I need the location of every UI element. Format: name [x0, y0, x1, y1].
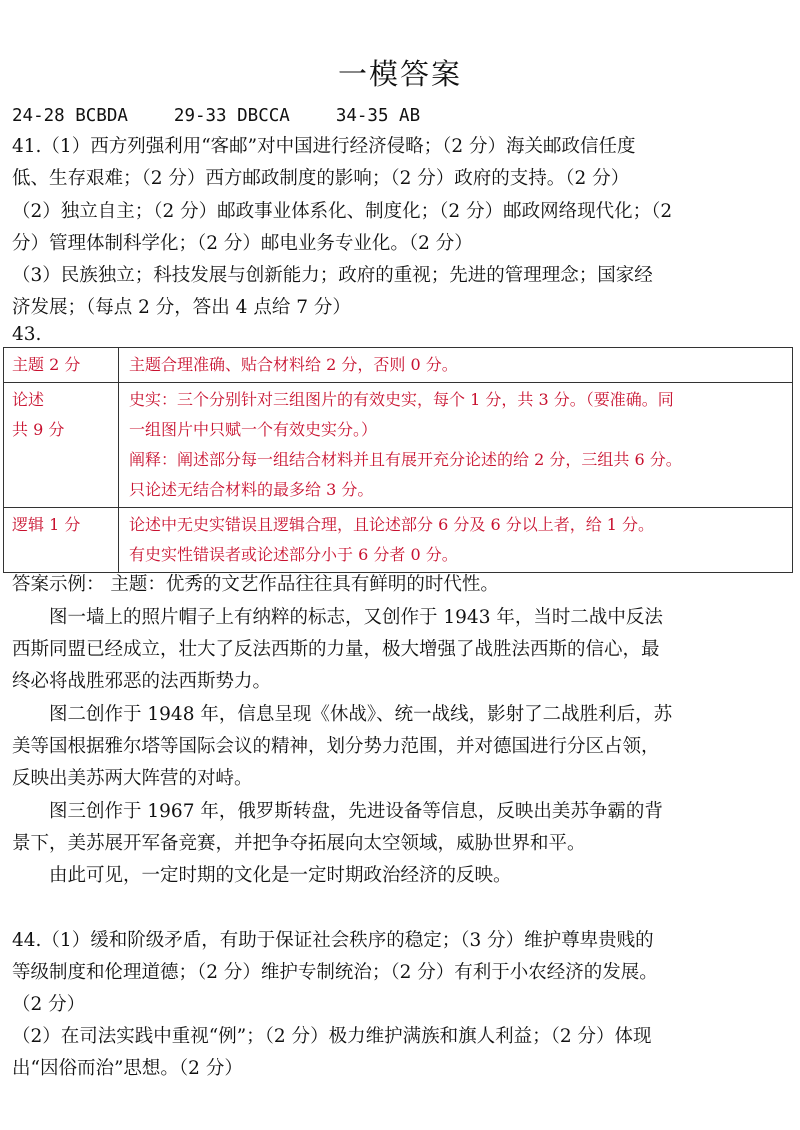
example-paragraph-line: 反映出美苏两大阵营的对峙。 [12, 768, 253, 789]
example-paragraph-line: 图一墙上的照片帽子上有纳粹的标志，又创作于 1943 年，当时二战中反法 [49, 607, 663, 628]
rubric-criterion [4, 348, 119, 383]
mc-answers-24-28: 24-28 BCBDA [12, 106, 128, 126]
rubric-row-logic [4, 508, 793, 573]
q44-line: （2）在司法实践中重视“例”；（2 分）极力维护满族和旗人利益；（2 分）体现 [12, 1026, 652, 1047]
example-paragraph-line: 图三创作于 1967 年，俄罗斯转盘，先进设备等信息，反映出美苏争霸的背 [49, 801, 663, 822]
rubric-criterion-text: 主题 2 分 [12, 355, 81, 374]
example-paragraph-line: 由此可见，一定时期的文化是一定时期政治经济的反映。 [49, 865, 512, 886]
q43-rubric-table [3, 347, 793, 573]
multiple-choice-answers [12, 103, 788, 129]
q41-line: （2）独立自主；（2 分）邮政事业体系化、制度化；（2 分）邮政网络现代化；（2 [12, 201, 673, 222]
rubric-criterion [4, 383, 119, 508]
rubric-description-text: 一组图片中只赋一个有效史实分。） [129, 420, 378, 439]
example-paragraph-line: 终必将战胜邪恶的法西斯势力。 [12, 671, 272, 692]
q44-line: 44.（1）缓和阶级矛盾，有助于保证社会秩序的稳定；（3 分）维护尊卑贵贱的 [12, 930, 654, 951]
q44-line: 出“因俗而治”思想。（2 分） [12, 1058, 243, 1079]
q41-line: （3）民族独立；科技发展与创新能力；政府的重视；先进的管理理念；国家经 [12, 265, 653, 286]
example-paragraph-line: 图二创作于 1948 年，信息呈现《休战》、统一战线，影射了二战胜利后，苏 [49, 704, 673, 725]
rubric-description-text: 史实：三个分别针对三组图片的有效史实，每个 1 分，共 3 分。（要准确。同 [129, 390, 674, 409]
rubric-row-theme [4, 348, 793, 383]
rubric-description-text: 论述中无史实错误且逻辑合理，且论述部分 6 分及 6 分以上者，给 1 分。 [129, 515, 655, 534]
rubric-row-argument [4, 383, 793, 508]
rubric-criterion-text: 共 9 分 [12, 420, 65, 439]
rubric-description-text: 主题合理准确、贴合材料给 2 分，否则 0 分。 [129, 355, 458, 374]
rubric-description [119, 348, 793, 383]
q41-line: 济发展；（每点 2 分，答出 4 点给 7 分） [12, 297, 351, 318]
q44-line: 等级制度和伦理道德；（2 分）维护专制统治；（2 分）有利于小农经济的发展。 [12, 962, 658, 983]
rubric-criterion-text: 论述 [12, 390, 45, 409]
example-paragraph-line: 美等国根据雅尔塔等国际会议的精神，划分势力范围，并对德国进行分区占领， [12, 736, 660, 757]
rubric-description [119, 383, 793, 508]
example-paragraph-line: 西斯同盟已经成立，壮大了反法西斯的力量，极大增强了战胜法西斯的信心，最 [12, 639, 660, 660]
rubric-description [119, 508, 793, 573]
q41-line: 41.（1）西方列强利用“客邮”对中国进行经济侵略；（2 分）海关邮政信任度 [12, 136, 636, 157]
q44-line: （2 分） [12, 994, 86, 1015]
q43-label: 43. [12, 324, 42, 345]
rubric-description-text: 有史实性错误者或论述部分小于 6 分者 0 分。 [129, 545, 458, 564]
q41-line: 分）管理体制科学化；（2 分）邮电业务专业化。（2 分） [12, 233, 473, 254]
rubric-description-text: 阐释：阐述部分每一组结合材料并且有展开充分论述的给 2 分，三组共 6 分。 [129, 450, 682, 469]
page-title: 一模答案 [337, 57, 462, 91]
rubric-description-text: 只论述无结合材料的最多给 3 分。 [129, 480, 374, 499]
q41-line: 低、生存艰难；（2 分）西方邮政制度的影响；（2 分）政府的支持。（2 分） [12, 168, 630, 189]
mc-answers-29-33: 29-33 DBCCA [173, 106, 290, 126]
example-intro: 答案示例： 主题：优秀的文艺作品往往具有鲜明的时代性。 [12, 574, 499, 595]
mc-answers-34-35: 34-35 AB [335, 106, 421, 126]
rubric-criterion [4, 508, 119, 573]
example-paragraph-line: 景下，美苏展开军备竞赛，并把争夺拓展向太空领域，威胁世界和平。 [12, 833, 586, 854]
rubric-criterion-text: 逻辑 1 分 [12, 515, 81, 534]
